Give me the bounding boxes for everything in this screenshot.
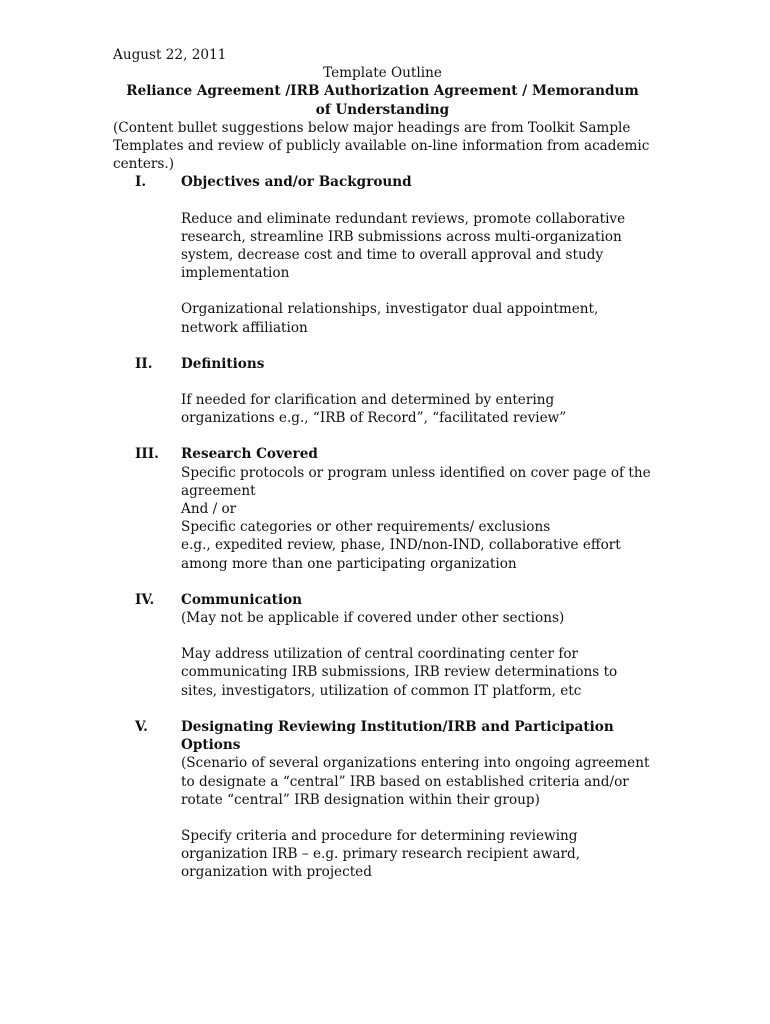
document-title: Reliance Agreement /IRB Authorization Agreement / Memorandum of Understanding (126, 83, 639, 118)
section-numeral: IV. (135, 591, 155, 608)
section-body (181, 718, 652, 882)
section-subheading: (May not be applicable if covered under other sections) (181, 610, 565, 627)
section-heading: Objectives and/or Background (181, 174, 412, 191)
section-paragraph: Specify criteria and procedure for determining reviewing organization IRB – e.g. primary research recipient award, organization with projected (181, 827, 581, 881)
intro-paragraph: (Content bullet suggestions below major headings are from Toolkit Sample Templates and review of publicly available on-line information from academic centers.) (113, 119, 650, 173)
section-heading: Definitions (181, 355, 265, 372)
section-body (181, 355, 652, 428)
section-heading: Designating Reviewing Institution/IRB and Participation Options (181, 718, 614, 754)
section-body (181, 445, 652, 572)
section-line: Specific categories or other requirements/ exclusions (181, 519, 551, 536)
section-line: And / or (181, 501, 237, 518)
section-numeral: V. (135, 718, 148, 735)
section-paragraph: If needed for clarification and determined by entering organizations e.g., “IRB of Record”, “facilitated review” (181, 392, 567, 427)
section-paragraph: May address utilization of central coordinating center for communicating IRB submissions, IRB review determinations to sites, investigators, utilization of common IT platform, etc (181, 646, 618, 699)
section-communication (113, 591, 652, 700)
section-paragraph: Organizational relationships, investigator dual appointment, network affiliation (181, 301, 599, 336)
section-heading: Communication (181, 591, 303, 608)
section-heading: Research Covered (181, 446, 318, 463)
section-numeral: III. (135, 446, 159, 463)
section-subheading: (Scenario of several organizations entering into ongoing agreement to designate a “central” IRB based on established criteria and/or rotate “central” IRB designation within their group) (181, 755, 650, 808)
template-title: Template Outline (323, 65, 442, 82)
section-research-covered (113, 445, 652, 572)
section-objectives (113, 173, 652, 336)
section-numeral: I. (135, 174, 147, 191)
section-numeral: II. (135, 355, 153, 372)
section-body (181, 591, 652, 700)
section-line: Specific protocols or program unless identified on cover page of the agreement (181, 464, 651, 499)
section-definitions (113, 355, 652, 428)
section-paragraph: Reduce and eliminate redundant reviews, promote collaborative research, streamline IRB submissions across multi-organization system, decrease cost and time to overall approval and study implementation (181, 210, 626, 282)
document-date: August 22, 2011 (113, 47, 227, 63)
section-designating-reviewing (113, 718, 652, 882)
section-body (181, 173, 652, 336)
section-line: e.g., expedited review, phase, IND/non-IND, collaborative effort among more than one participating organization (181, 537, 621, 572)
